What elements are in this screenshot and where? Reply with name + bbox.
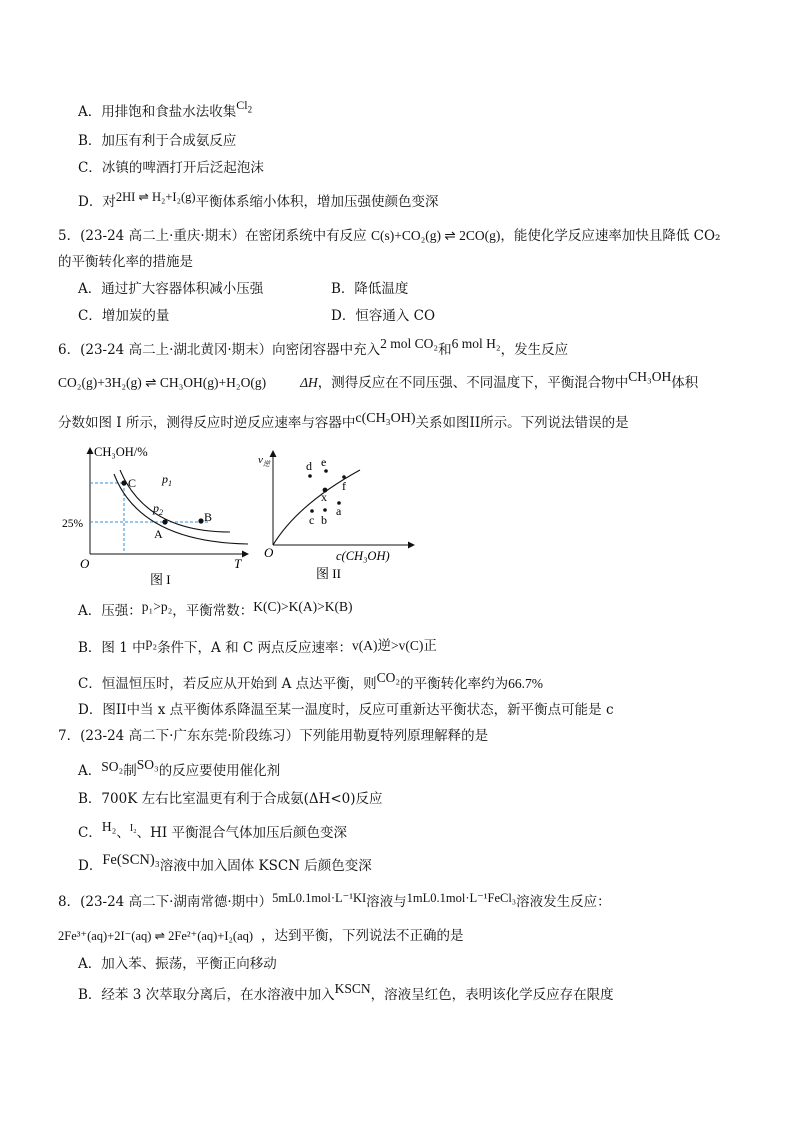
q5-option-c: C．增加炭的量 <box>78 308 170 324</box>
x-axis-label: T <box>234 556 242 571</box>
label-a: a <box>336 504 342 518</box>
label-b: b <box>321 513 327 527</box>
q4-option-c: C．冰镇的啤酒打开后泛起泡沫 <box>78 160 264 176</box>
q8-option-b: B．经苯 3 次萃取分离后，在水溶液中加入KSCN，溶液呈红色，表明该化学反应存在限度 <box>78 981 614 1003</box>
label-x: x <box>321 490 327 504</box>
equilibrium-curve <box>273 470 360 545</box>
figure-1 <box>58 440 258 592</box>
label-a: A <box>154 527 163 541</box>
q5-option-a: A．通过扩大容器体积减小压强 <box>78 281 264 297</box>
point-c <box>121 480 126 485</box>
q4-option-b: B．加压有利于合成氨反应 <box>78 133 237 149</box>
tick-25-percent: 25% <box>62 518 84 530</box>
point-a <box>162 519 167 524</box>
q7-option-c: C．H₂、$^{I_2}$、HI 平衡混合气体加压后颜色变深 <box>78 819 348 841</box>
hi-equation: 2HI ⇌ H₂+I₂(g) <box>115 190 196 204</box>
origin-label: O <box>264 545 274 560</box>
q6-stem-line3: 分数如图 I 所示，测得反应时逆反应速率与容器中c(CH₃OH)关系如图II所示。下列说法错误的是 <box>58 411 629 431</box>
figure-2-caption: 图 II <box>316 566 341 581</box>
figure-1-caption: 图 I <box>150 572 171 587</box>
methanol-equation: CO₂(g)+3H₂(g) ⇌ CH₃OH(g)+H₂O(g) <box>58 375 267 390</box>
x-axis-label: c(CH₃OH) <box>336 549 390 563</box>
q5-option-b: B．降低温度 <box>331 281 409 297</box>
q6-stem-line1: 6．(23-24 高二上·湖北黄冈·期末）向密闭容器中充入2 mol CO₂和6 mol H₂，发生反应 <box>58 336 569 358</box>
q8-stem-line2: 2Fe³⁺(aq)+2I⁻(aq) ⇌ 2Fe²⁺(aq)+I₂(aq) ，达到平衡，下列说法不正确的是 <box>58 928 464 944</box>
q7-option-a: A．SO₂制SO₃的反应要使用催化剂 <box>78 757 281 779</box>
origin-label: O <box>80 556 90 571</box>
point-e <box>324 469 328 473</box>
label-p1: $p_1$ <box>162 472 172 488</box>
q6-option-d: D．图II中当 x 点平衡体系降温至某一温度时，反应可重新达平衡状态，新平衡点可能是 c <box>78 702 614 718</box>
cl2-formula: $Cl_2$ <box>236 98 253 115</box>
carbon-equation: C(s)+CO₂(g) ⇌ 2CO(g) <box>370 228 501 243</box>
y-axis-label: $v_逆$ <box>258 454 270 468</box>
label-p2: $p_2$ <box>153 501 163 517</box>
label-d: d <box>306 459 312 473</box>
point-d <box>308 474 312 478</box>
q4-option-a: A．用排饱和食盐水法收集$Cl_2$ <box>78 98 253 120</box>
curve-p1 <box>120 470 230 532</box>
iron-iodide-equation: 2Fe³⁺(aq)+2I⁻(aq) ⇌ 2Fe²⁺(aq)+I₂(aq) <box>58 929 254 943</box>
label-c: C <box>128 476 137 490</box>
q6-stem-line2: CO₂(g)+3H₂(g) ⇌ CH₃OH(g)+H₂O(g) ΔH，测得反应在不同压强、不同温度下，平衡混合物中CH₃OH体积 <box>58 369 699 391</box>
q7-option-d: D．Fe(SCN)₃溶液中加入固体 KSCN 后颜色变深 <box>78 852 372 874</box>
q5-stem-line2: 的平衡转化率的措施是 <box>58 254 193 270</box>
figure-2 <box>256 448 426 588</box>
label-c: c <box>309 513 315 527</box>
point-b <box>198 518 203 523</box>
q6-option-c: C．恒温恒压时，若反应从开始到 A 点达平衡，则CO₂的平衡转化率约为66.7% <box>78 670 544 692</box>
q5-option-d: D．恒容通入 CO <box>331 308 436 324</box>
label-f: f <box>342 479 346 493</box>
q5-stem-line1: 5．(23-24 高二上·重庆·期末）在密闭系统中有反应 C(s)+CO₂(g) ⇌ 2CO(g)，能使化学反应速率加快且降低 CO₂ <box>58 228 721 244</box>
label-e: e <box>321 455 327 469</box>
label-b: B <box>204 510 213 524</box>
q7-option-b: B．700K 左右比室温更有利于合成氨(ΔH<0)反应 <box>78 791 383 807</box>
q6-option-b: B．图 1 中p₂条件下，A 和 C 两点反应速率：v(A)逆>v(C)正 <box>78 635 437 656</box>
point-b <box>323 508 327 512</box>
q7-stem: 7．(23-24 高二下·广东东莞·阶段练习）下列能用勒夏特列原理解释的是 <box>58 728 489 744</box>
q8-option-a: A．加入苯、振荡，平衡正向移动 <box>78 956 277 972</box>
q6-option-a: A．压强：p₁>p₂，平衡常数：K(C)>K(A)>K(B) <box>78 599 353 619</box>
y-axis-label: CH₃OH/% <box>94 445 148 459</box>
q8-stem-line1: 8．(23-24 高二下·湖南常德·期中）5mL0.1mol·L⁻¹KI溶液与1mL0.1mol·L⁻¹FeCl₃溶液发生反应： <box>58 891 611 910</box>
q4-option-d: D．对2HI ⇌ H₂+I₂(g)平衡体系缩小体积，增加压强使颜色变深 <box>78 190 439 210</box>
